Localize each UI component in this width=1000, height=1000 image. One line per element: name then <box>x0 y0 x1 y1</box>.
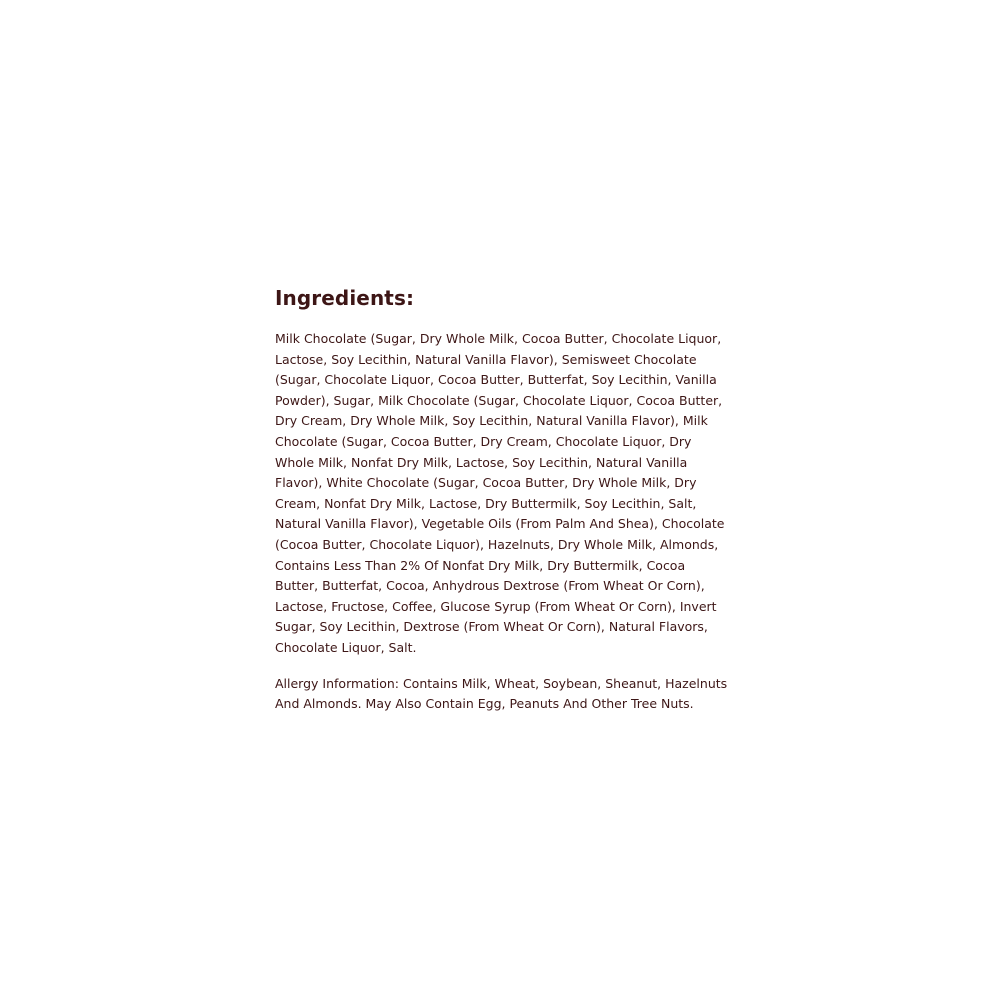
ingredients-panel <box>275 283 730 715</box>
ingredients-list: Milk Chocolate (Sugar, Dry Whole Milk, Cocoa Butter, Chocolate Liquor, Lactose, Soy Lecithin, Natural Vanilla Flavor), Semisweet Chocolate (Sugar, Chocolate Liquor, Cocoa Butter, Butterfat, Soy Lecithin, Vanilla Powder), Sugar, Milk Chocolate (Sugar, Chocolate Liquor, Cocoa Butter, Dry Cream, Dry Whole Milk, Soy Lecithin, Natural Vanilla Flavor), Milk Chocolate (Sugar, Cocoa Butter, Dry Cream, Chocolate Liquor, Dry Whole Milk, Nonfat Dry Milk, Lactose, Soy Lecithin, Natural Vanilla Flavor), White Chocolate (Sugar, Cocoa Butter, Dry Whole Milk, Dry Cream, Nonfat Dry Milk, Lactose, Dry Buttermilk, Soy Lecithin, Salt, Natural Vanilla Flavor), Vegetable Oils (From Palm And Shea), Chocolate (Cocoa Butter, Chocolate Liquor), Hazelnuts, Dry Whole Milk, Almonds, Contains Less Than 2% Of Nonfat Dry Milk, Dry Buttermilk, Cocoa Butter, Butterfat, Cocoa, Anhydrous Dextrose (From Wheat Or Corn), Lactose, Fructose, Coffee, Glucose Syrup (From Wheat Or Corn), Invert Sugar, Soy Lecithin, Dextrose (From Wheat Or Corn), Natural Flavors, Chocolate Liquor, Salt. <box>275 331 725 655</box>
ingredients-heading: Ingredients: <box>275 286 415 310</box>
allergy-information: Allergy Information: Contains Milk, Wheat, Soybean, Sheanut, Hazelnuts And Almonds. May Also Contain Egg, Peanuts And Other Tree Nuts. <box>275 675 728 712</box>
